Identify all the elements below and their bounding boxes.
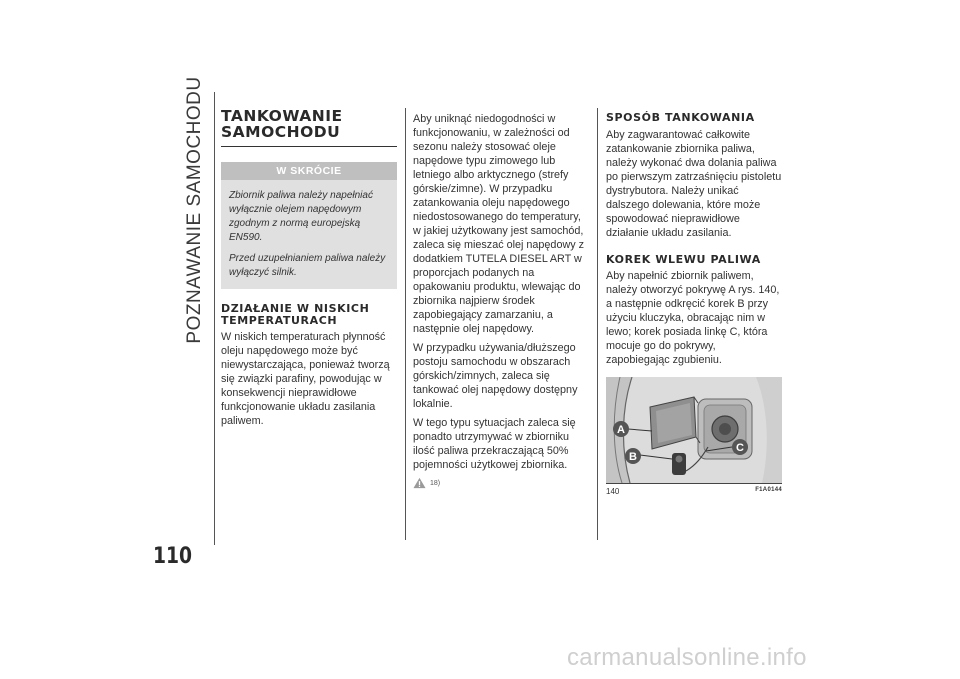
warning-reference — [413, 477, 589, 489]
summary-text: Przed uzupełnianiem paliwa należy wyłączyć silnik. — [229, 253, 386, 278]
body-paragraph: Aby napełnić zbiornik paliwem, należy otworzyć pokrywę A rys. 140, a następnie odkręcić korek B przy użyciu kluczyka, obracając nim w lewo; korek posiada linkę C, która mocuje go do pokrywy, zapobiegając zgubieniu. — [606, 270, 780, 366]
chapter-divider-line — [214, 92, 215, 545]
warning-triangle-icon — [413, 477, 426, 489]
warning-reference-number: 18) — [430, 479, 441, 487]
figure-code: F1A0144 — [755, 487, 782, 493]
page-title: TANKOWANIE SAMOCHODU — [221, 108, 397, 147]
page-number: 110 — [153, 544, 193, 569]
chapter-name: POZNAWANIE SAMOCHODU — [184, 76, 205, 344]
column-divider-line — [597, 108, 598, 540]
watermark: carmanualsonline.info — [567, 644, 807, 671]
column-middle — [413, 112, 589, 489]
summary-text: Zbiornik paliwa należy napełniać wyłącznie olejem napędowym zgodnym z normą europejską EN590. — [229, 190, 373, 243]
section-title-fuel-cap: KOREK WLEWU PALIWA — [606, 252, 761, 266]
callout-a-label: A — [617, 424, 625, 436]
body-paragraph: W tego typu sytuacjach zaleca się ponadto utrzymywać w zbiorniku ilość paliwa przekraczającą 50% pojemności użytkowej zbiornika. — [413, 417, 576, 471]
section-title-refuelling: SPOSÓB TANKOWANIA — [606, 111, 755, 124]
column-divider-line — [405, 108, 406, 540]
body-paragraph: Aby zagwarantować całkowite zatankowanie zbiornika paliwa, należy wykonać dwa dolania paliwa po pierwszym zatrzaśnięciu pistoletu dystrybutora. Należy unikać dalszego dolewania, które może spowodować nieprawidłowe działanie układu zasilania. — [606, 128, 782, 239]
body-paragraph: W niskich temperaturach płynność oleju napędowego może być niewystarczająca, ponieważ tworzą się związki parafiny, powodując w konsekwencji nieprawidłowe funkcjonowanie układu zasilania paliwem. — [221, 331, 390, 427]
figure-caption — [606, 487, 782, 496]
body-paragraph: Aby uniknąć niedogodności w funkcjonowaniu, w zależności od sezonu należy stosować oleje napędowe typu zimowego lub letniego albo arktycznego (strefy górskie/zimne). W przypadku zatankowania oleju napędowego niedostosowanego do temperatury, w jakiej użytkowany jest samochód, zaleca się mieszać olej napędowy z dodatkiem TUTELA DIESEL ART w proporcjach podanych na opakowaniu produktu, wlewając do zbiornika najpierw środek zapobiegający zamarzaniu, a następnie olej napędowy. — [413, 113, 585, 335]
summary-box — [221, 180, 397, 289]
chapter-side-title — [181, 76, 209, 344]
summary-header: W SKRÓCIE — [221, 162, 397, 180]
callout-b-label: B — [629, 451, 637, 463]
body-paragraph: W przypadku używania/dłuższego postoju samochodu w obszarach górskich/zimnych, zaleca się tankować olej napędowy dostępny lokalnie. — [413, 342, 578, 410]
callout-c-label: C — [736, 442, 744, 454]
figure-number: 140 — [606, 487, 620, 496]
column-left — [221, 108, 397, 433]
section-title-low-temperatures: DZIAŁANIE W NISKICH TEMPERATURACH — [221, 302, 370, 327]
column-right — [606, 112, 782, 496]
fuel-cap-illustration — [606, 377, 782, 484]
fuel-cap-drawing — [606, 377, 782, 483]
